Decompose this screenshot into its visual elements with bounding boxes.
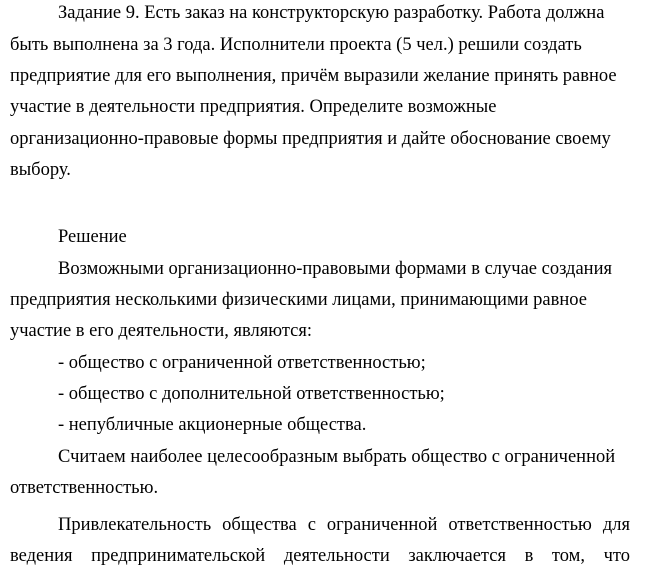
list-item-llc: - общество с ограниченной ответственностью; — [58, 353, 426, 373]
list-item-jsc: - непубличные акционерные общества. — [58, 415, 367, 435]
solution-intro-line-2: предприятия несколькими физическими лицами, принимающими равное — [10, 290, 587, 310]
conclusion-line-2: ответственностью. — [10, 478, 159, 498]
task-line-6: выбору. — [10, 160, 71, 180]
conclusion-line-1: Считаем наиболее целесообразным выбрать общество с ограниченной — [58, 447, 616, 467]
solution-intro-line-3: участие в его деятельности, являются: — [10, 321, 313, 341]
attractiveness-line-2: ведения предпринимательской деятельности заключается в том, что — [10, 546, 630, 566]
list-item-alc: - общество с дополнительной ответственностью; — [58, 384, 445, 404]
task-line-4: участие в деятельности предприятия. Определите возможные — [10, 97, 497, 117]
task-line-3: предприятие для его выполнения, причём выразили желание принять равное — [10, 66, 617, 86]
solution-intro-line-1: Возможными организационно-правовыми формами в случае создания — [58, 259, 612, 279]
solution-heading: Решение — [58, 227, 127, 247]
task-line-5: организационно-правовые формы предприятия и дайте обоснование своему — [10, 129, 611, 149]
attractiveness-line-1: Привлекательность общества с ограниченной ответственностью для — [58, 515, 630, 535]
task-line-1: Задание 9. Есть заказ на конструкторскую разработку. Работа должна — [58, 3, 605, 23]
task-line-2: быть выполнена за 3 года. Исполнители проекта (5 чел.) решили создать — [10, 35, 582, 55]
